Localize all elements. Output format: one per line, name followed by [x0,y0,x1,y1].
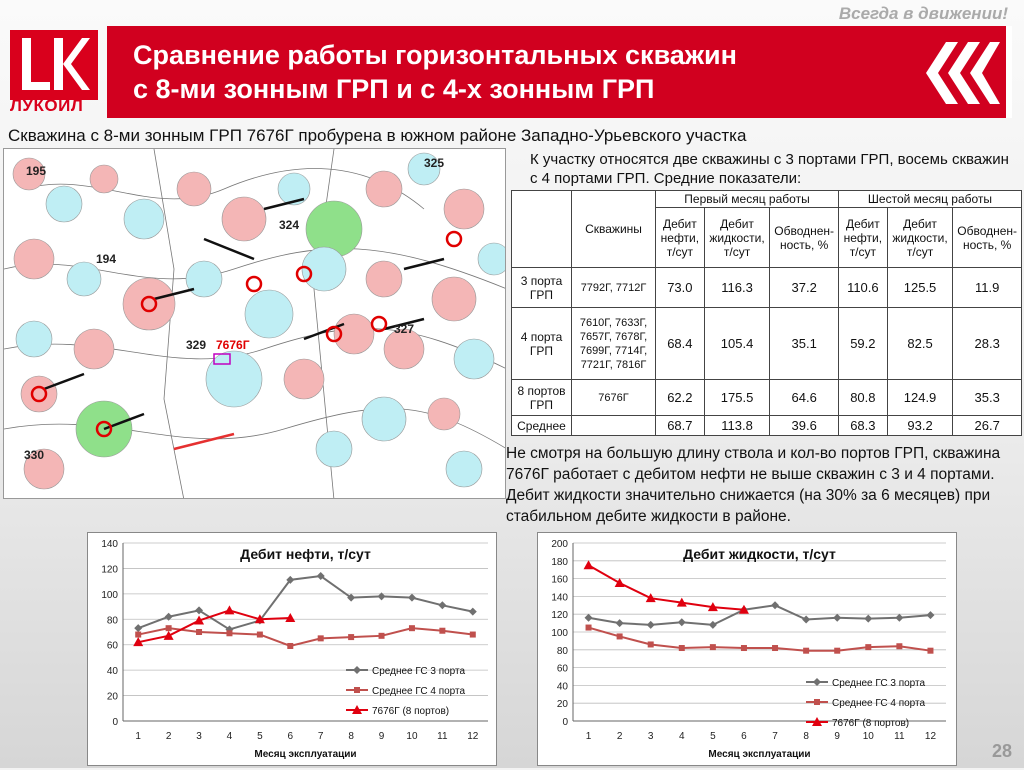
cell: 26.7 [953,416,1022,436]
cell: 64.6 [770,380,839,416]
col-water-1: Обводнен-ность, % [770,208,839,268]
y-tick-label: 0 [562,717,568,728]
cell: 80.8 [838,380,887,416]
x-tick-label: 8 [348,731,354,742]
y-tick-label: 20 [106,691,118,703]
table-row [512,268,1022,308]
row-name: Среднее [512,416,572,436]
data-point [135,632,141,638]
data-point [224,605,234,614]
y-tick-label: 80 [106,615,118,627]
row-wells: 7792Г, 7712Г [572,268,656,308]
cell: 73.0 [656,268,705,308]
data-point [585,614,593,622]
data-point [166,625,172,631]
cell: 68.3 [838,416,887,436]
row-name: 4 порта ГРП [512,308,572,380]
row-wells: 7676Г [572,380,656,416]
data-point [287,643,293,649]
series-line [138,576,473,629]
cell: 93.2 [887,416,953,436]
map-label-329: 329 [186,338,207,352]
x-tick-label: 1 [135,731,141,742]
data-point [647,621,655,629]
x-tick-label: 2 [616,731,623,742]
row-wells: 7610Г, 7633Г, 7657Г, 7678Г, 7699Г, 7714Г, 7721Г, 7816Г [572,308,656,380]
cell: 68.4 [656,308,705,380]
x-tick-label: 10 [862,731,874,742]
y-tick-label: 100 [101,589,118,601]
col-liquid-6: Дебит жидкости, т/сут [887,208,953,268]
data-point [710,644,716,650]
cell: 82.5 [887,308,953,380]
map-label-195: 195 [26,164,47,178]
x-tick-label: 9 [834,731,840,742]
data-point [803,648,809,654]
data-point [439,628,445,634]
y-tick-label: 120 [101,564,118,576]
y-tick-label: 120 [551,610,568,622]
x-tick-label: 1 [585,731,592,742]
cell: 124.9 [887,380,953,416]
y-tick-label: 0 [112,717,118,728]
data-point [196,629,202,635]
cell: 28.3 [953,308,1022,380]
x-tick-label: 3 [647,731,654,742]
y-tick-label: 40 [556,681,568,693]
col-oil-6: Дебит нефти, т/сут [838,208,887,268]
oil-rate-chart [87,532,497,766]
cell: 35.3 [953,380,1022,416]
data-point [409,625,415,631]
legend-marker [353,666,361,674]
legend-marker [354,687,360,693]
map-label-194: 194 [96,252,117,266]
x-axis-label: Месяц эксплуатации [708,749,811,760]
cell: 68.7 [656,416,705,436]
well-map [3,148,506,499]
data-point [586,625,592,631]
chart-title: Дебит нефти, т/сут [240,546,371,562]
y-tick-label: 100 [551,628,568,639]
liquid-rate-chart [537,532,957,766]
subtitle: Скважина с 8-ми зонным ГРП 7676Г пробурена в южном районе Западно-Урьевского участка [8,126,747,145]
data-point [679,645,685,651]
data-point [379,633,385,639]
y-tick-label: 140 [101,539,118,550]
data-point [408,594,416,602]
cell: 59.2 [838,308,887,380]
data-point [771,601,779,609]
cell: 125.5 [887,268,953,308]
data-point [741,645,747,651]
data-point [134,624,142,632]
x-tick-label: 8 [803,731,809,742]
legend-label: 7676Г (8 портов) [372,706,450,717]
map-drawing [4,149,506,499]
cell: 11.9 [953,268,1022,308]
cell: 37.2 [770,268,839,308]
chevrons-icon [924,40,1000,106]
legend-marker [814,699,820,705]
x-tick-label: 5 [257,731,263,742]
cell: 175.5 [704,380,770,416]
data-point [678,618,686,626]
x-tick-label: 6 [741,731,747,742]
row-name: 3 порта ГРП [512,268,572,308]
stats-table [511,190,1022,436]
page-title [133,38,737,106]
title-line-1: Сравнение работы горизонтальных скважин [133,40,737,70]
data-point [895,614,903,622]
table-row [512,308,1022,380]
x-tick-label: 4 [679,731,685,742]
data-point [470,632,476,638]
x-tick-label: 7 [317,731,324,742]
col-oil-1: Дебит нефти, т/сут [656,208,705,268]
x-tick-label: 7 [772,731,778,742]
data-point [226,630,232,636]
title-line-2: с 8-ми зонным ГРП и с 4-х зонным ГРП [133,74,655,104]
x-axis-label: Месяц эксплуатации [254,749,357,760]
legend-label: Среднее ГС 3 порта [372,666,466,677]
data-point [926,611,934,619]
row-name: 8 портов ГРП [512,380,572,416]
data-point [616,619,624,627]
data-point [709,621,717,629]
x-tick-label: 5 [710,731,716,742]
x-tick-label: 6 [287,731,294,742]
row-wells [572,416,656,436]
data-point [615,578,625,587]
group1-header: Первый месяц работы [656,191,839,208]
series-line [138,628,473,646]
legend-marker [813,678,821,686]
x-tick-label: 3 [196,731,202,742]
cell: 62.2 [656,380,705,416]
x-tick-label: 9 [378,731,385,742]
slogan: Всегда в движении! [838,4,1008,23]
cell: 113.8 [704,416,770,436]
y-tick-label: 60 [106,640,118,652]
y-tick-label: 40 [106,666,118,678]
cell: 105.4 [704,308,770,380]
legend-label: Среднее ГС 4 порта [372,686,466,697]
data-point [348,634,354,640]
note-top: К участку относятся две скважины с 3 портами ГРП, восемь скважин с 4 портами ГРП. Средние показатели: [530,151,1009,187]
legend-label: Среднее ГС 4 порта [832,698,926,709]
data-point [438,601,446,609]
map-highlight-well: 7676Г [216,338,250,352]
cell: 35.1 [770,308,839,380]
x-tick-label: 11 [894,731,905,742]
data-point [257,632,263,638]
y-tick-label: 20 [556,699,568,711]
legend-label: Среднее ГС 3 порта [832,678,926,689]
y-tick-label: 140 [551,592,568,604]
brand-name: ЛУКОЙЛ [10,96,84,115]
data-point [865,644,871,650]
cell: 110.6 [838,268,887,308]
col-water-6: Обводнен-ность, % [953,208,1022,268]
y-tick-label: 160 [551,574,568,586]
note-bottom: Не смотря на большую длину ствола и кол-во портов ГРП, скважина 7676Г работает с дебитом нефти не выше скважин с 3 и 4 портами. Дебит жидкости значительно снижается (на 30% за 6 месяцев) при стабильном дебите жидкости в районе. [506,445,1001,525]
series-line [589,628,931,651]
legend-label: 7676Г (8 портов) [832,718,910,729]
map-label-330: 330 [24,448,45,462]
x-tick-label: 11 [437,731,448,742]
chart-title: Дебит жидкости, т/сут [683,546,836,562]
liquid-rate-chart-svg [538,533,956,765]
map-label-324: 324 [279,218,300,232]
data-point [469,608,477,616]
title-banner [107,26,1012,118]
data-point [864,615,872,623]
page-number: 28 [991,741,1012,761]
oil-rate-chart-svg [88,533,496,765]
cell: 116.3 [704,268,770,308]
col-liquid-1: Дебит жидкости, т/сут [704,208,770,268]
x-tick-label: 2 [165,731,172,742]
data-point [318,635,324,641]
map-label-325: 325 [424,156,445,170]
x-tick-label: 10 [406,731,418,742]
corner-cell [512,191,572,268]
data-point [802,616,810,624]
data-point [617,633,623,639]
data-point [833,614,841,622]
x-tick-label: 12 [467,731,479,742]
table-row [512,416,1022,436]
map-label-327: 327 [394,322,415,336]
data-point [834,648,840,654]
series-line [589,605,931,625]
y-tick-label: 180 [551,556,568,568]
data-point [927,648,933,654]
data-point [648,641,654,647]
y-tick-label: 60 [556,663,568,675]
cell: 39.6 [770,416,839,436]
wells-header: Скважины [572,191,656,268]
y-tick-label: 80 [556,645,568,657]
data-point [772,645,778,651]
data-point [896,643,902,649]
table-row [512,380,1022,416]
x-tick-label: 4 [226,731,233,742]
data-point [164,631,174,640]
group2-header: Шестой месяц работы [838,191,1021,208]
series-line [589,565,744,610]
data-point [584,560,594,569]
y-tick-label: 200 [551,539,568,550]
x-tick-label: 12 [924,731,937,742]
